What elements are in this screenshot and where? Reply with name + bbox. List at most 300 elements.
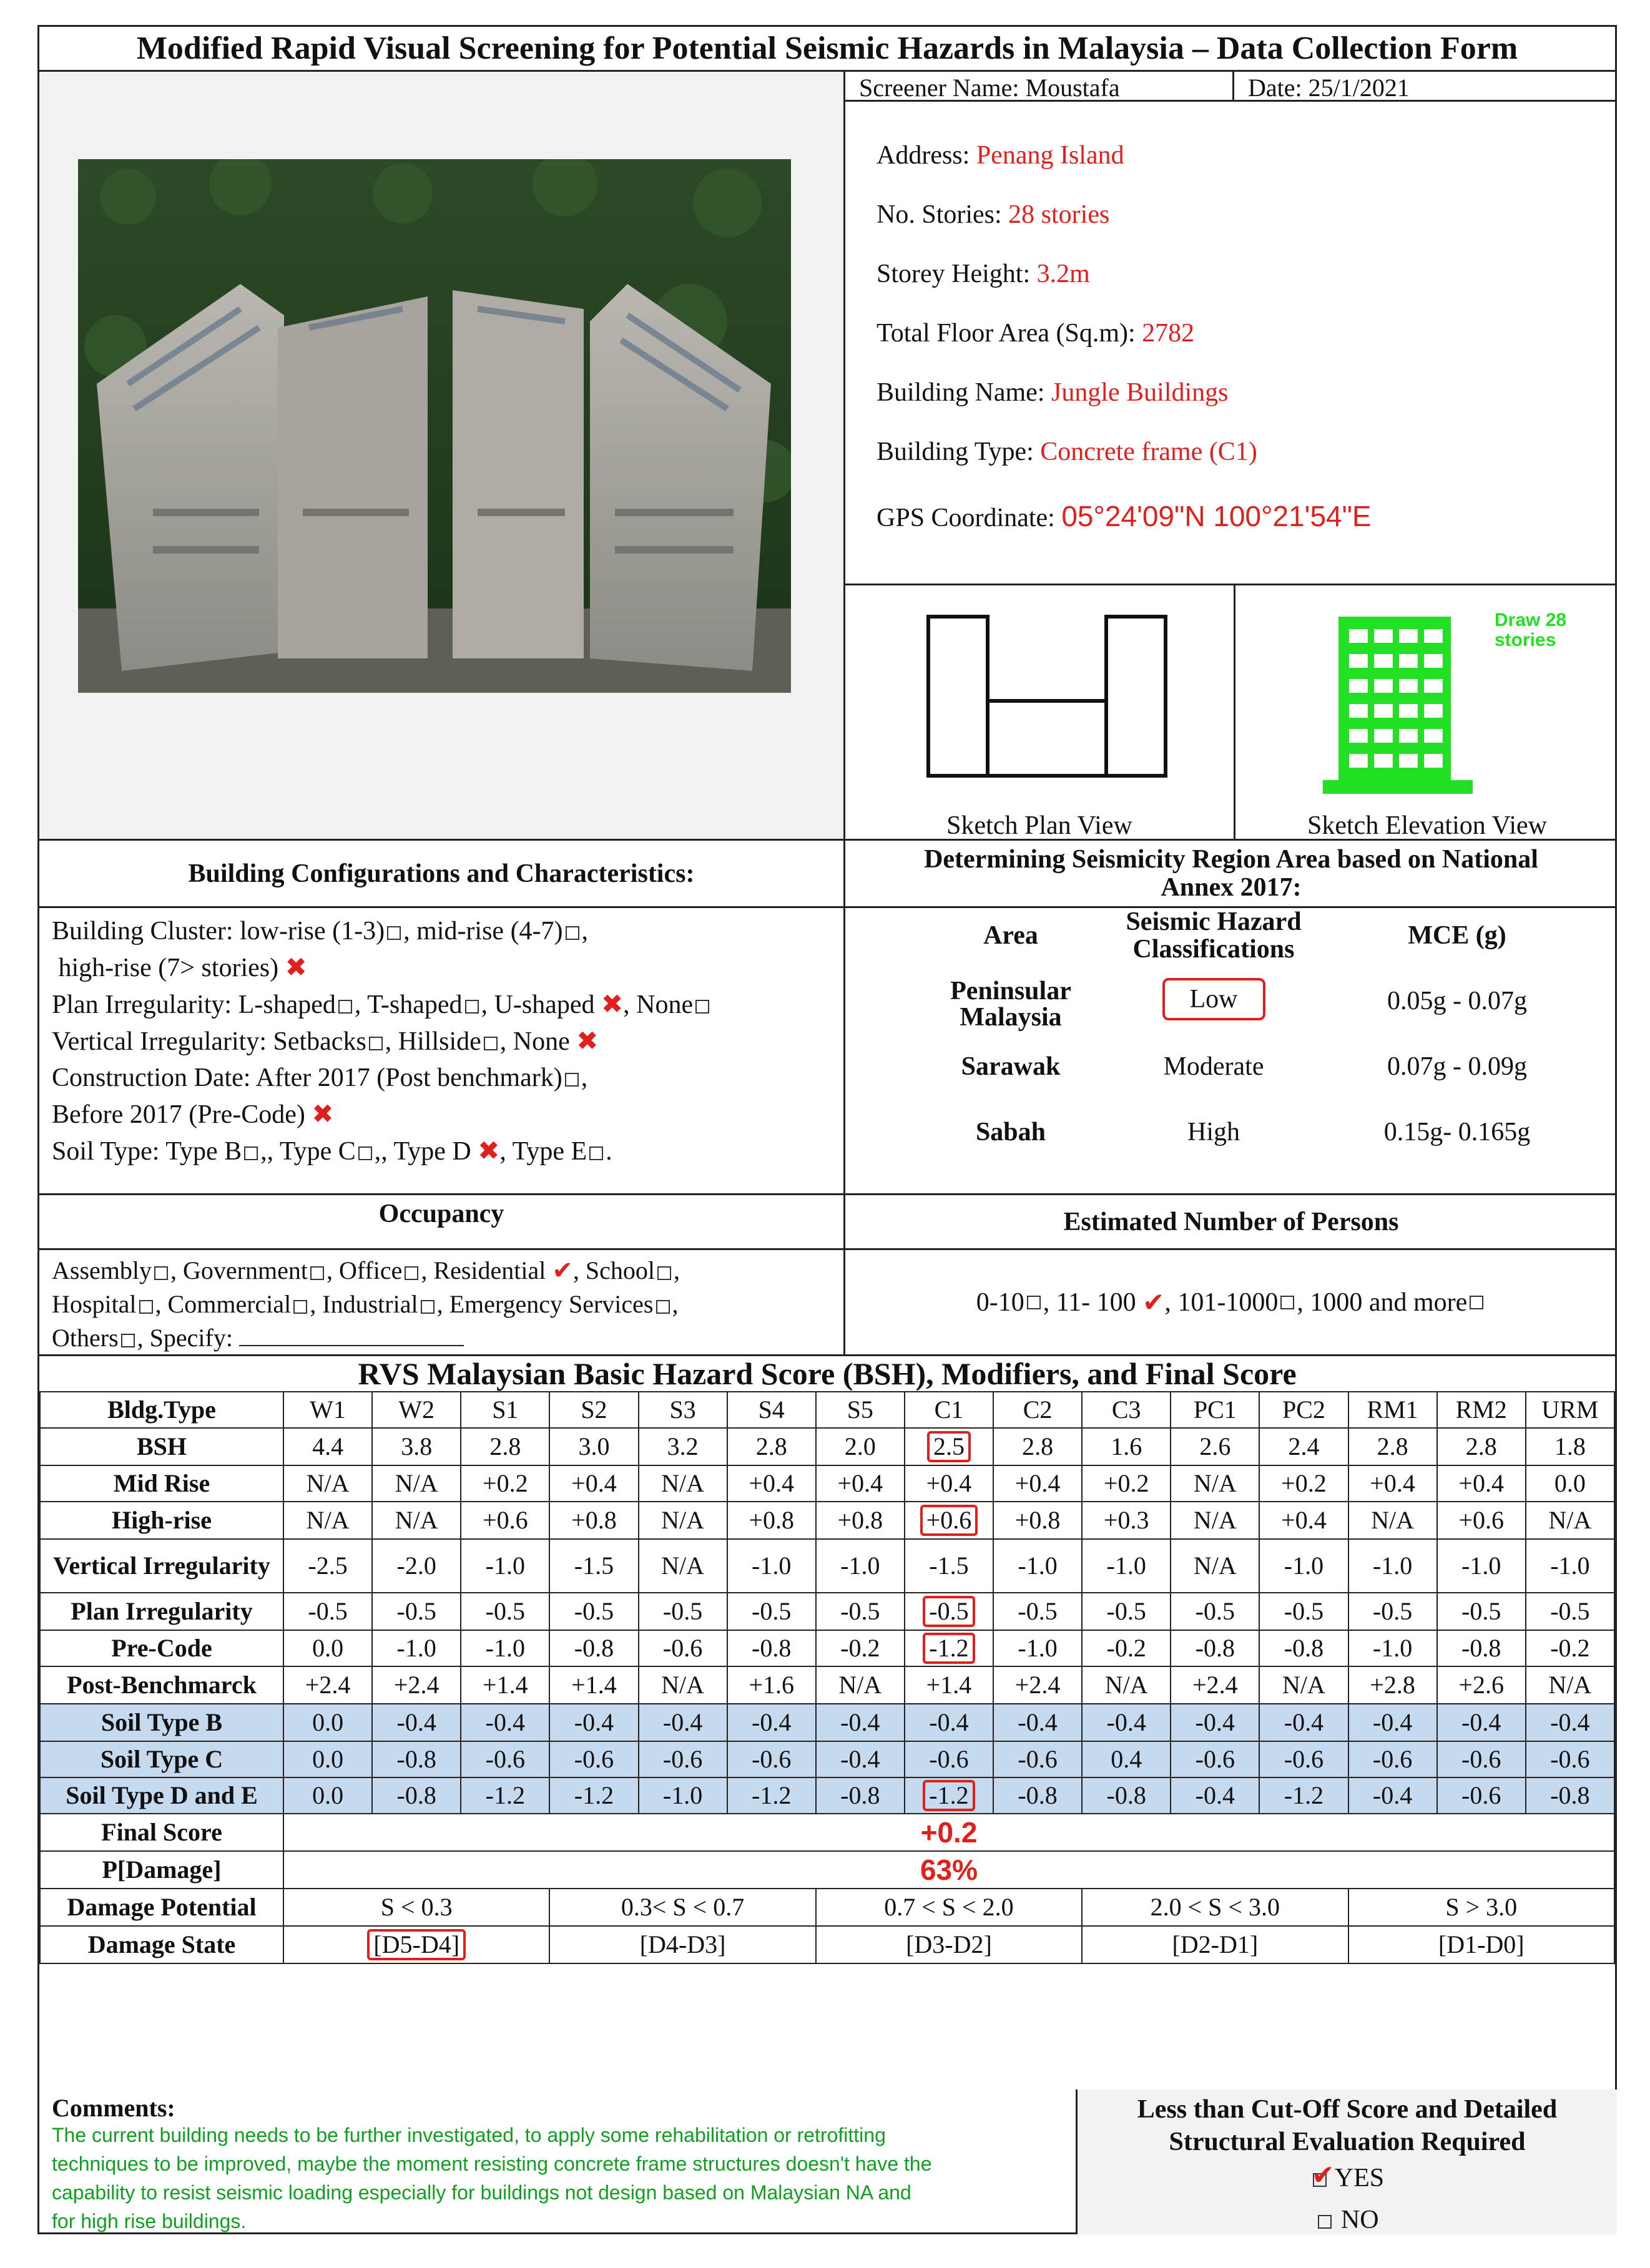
date-value: 25/1/2021: [1308, 74, 1410, 102]
address-label: Address:: [877, 141, 970, 170]
rvs-cell: -0.6: [639, 1630, 727, 1666]
rvs-cell: +2.8: [1348, 1666, 1437, 1704]
p-damage-label: P[Damage]: [40, 1851, 283, 1889]
plan-t-option: , T-shaped: [354, 990, 463, 1019]
damage-potential-label: Damage Potential: [40, 1889, 283, 1926]
rvs-cell-selected: [905, 1777, 993, 1814]
soil-c-checkbox[interactable]: [358, 1146, 372, 1160]
soil-e-option: Type E: [512, 1137, 587, 1166]
rvs-cell: +1.6: [727, 1666, 816, 1704]
damage-potential-range: 2.0 < S < 3.0: [1082, 1889, 1348, 1926]
rvs-row-label: High-rise: [40, 1502, 283, 1539]
vertical-label: Vertical Irregularity:: [52, 1027, 267, 1056]
rvs-header-type: S4: [727, 1392, 816, 1428]
plan-none-option: , None: [623, 990, 694, 1019]
seismicity-col-class: Seismic Hazard Classifications: [1126, 907, 1302, 964]
rvs-cell: -0.4: [1082, 1704, 1171, 1741]
rvs-cell: N/A: [372, 1502, 461, 1539]
rvs-cell: N/A: [639, 1502, 727, 1539]
rvs-cell: -1.0: [1526, 1539, 1614, 1593]
occ-assembly-checkbox[interactable]: [154, 1266, 168, 1280]
rvs-cell: -0.5: [549, 1593, 638, 1630]
occ-specify-input[interactable]: [239, 1326, 464, 1346]
persons-options: 0-10 , 11- 100 ✔ , 101-1000 , 1000 and more: [843, 1250, 1617, 1354]
rvs-cell: +0.4: [1437, 1465, 1526, 1502]
rvs-cell: -1.0: [461, 1630, 549, 1666]
rvs-cell-selected: [905, 1630, 993, 1666]
rvs-cell: N/A: [1171, 1465, 1259, 1502]
occupancy-heading: Occupancy: [378, 1200, 504, 1228]
occ-residential-check-icon[interactable]: ✔: [552, 1256, 573, 1285]
occ-others-checkbox[interactable]: [121, 1334, 135, 1347]
table-row: [40, 1630, 1614, 1666]
final-score-label: Final Score: [40, 1814, 283, 1851]
cluster-high-x-mark-icon[interactable]: ✖: [285, 952, 307, 982]
cutoff-yes-checkbox[interactable]: [1311, 2159, 1335, 2192]
rvs-cell: -1.0: [639, 1777, 727, 1814]
seismicity-col-area: Area: [983, 921, 1038, 950]
config-content-row: [39, 908, 1615, 1195]
damage-state-range: [D1-D0]: [1348, 1926, 1615, 1963]
rvs-cell: N/A: [1259, 1666, 1348, 1704]
cutoff-no-label: NO: [1340, 2206, 1379, 2234]
rvs-cell: -1.2: [461, 1777, 549, 1814]
seismicity-table: [843, 908, 1617, 1193]
sketch-area: [845, 584, 1617, 841]
rvs-cell: -0.4: [639, 1704, 727, 1741]
address-value: Penang Island: [976, 141, 1124, 170]
rvs-cell: -0.8: [1526, 1777, 1614, 1814]
rvs-row-label: Post-Benchmarck: [40, 1666, 283, 1704]
rvs-row-label: Plan Irregularity: [40, 1593, 283, 1630]
vertical-hillside-checkbox[interactable]: [484, 1037, 498, 1050]
seismicity-mce-1: 0.05g - 0.07g: [1387, 987, 1527, 1015]
rvs-cell: -0.6: [1259, 1741, 1348, 1777]
occ-office-checkbox[interactable]: [405, 1266, 418, 1280]
occ-emergency: , Emergency Services: [436, 1290, 654, 1318]
table-row: [40, 1666, 1614, 1704]
cluster-label: Building Cluster:: [52, 917, 233, 946]
rvs-cell: +2.4: [993, 1666, 1082, 1704]
plan-t-checkbox[interactable]: [465, 1000, 479, 1014]
gps-value: 05°24'09"N 100°21'54"E: [1061, 500, 1372, 532]
building-type-value: Concrete frame (C1): [1040, 437, 1257, 466]
construction-after-option: After 2017 (Post benchmark): [255, 1063, 562, 1092]
selected-score-highlight: 2.5: [927, 1431, 971, 1462]
rvs-cell: +2.4: [283, 1666, 372, 1704]
rvs-header-type: URM: [1526, 1392, 1614, 1428]
occ-school-checkbox[interactable]: [657, 1266, 671, 1280]
rvs-cell: -1.0: [993, 1539, 1082, 1593]
storey-height-value: 3.2m: [1036, 260, 1090, 288]
rvs-cell: -0.5: [1348, 1593, 1437, 1630]
rvs-cell: -0.4: [1171, 1704, 1259, 1741]
rvs-cell: -1.2: [1259, 1777, 1348, 1814]
occ-assembly: Assembly: [52, 1256, 152, 1284]
rvs-cell: +1.4: [549, 1666, 638, 1704]
construction-line-2: [52, 1096, 843, 1133]
building-photo: [78, 159, 791, 693]
rvs-header-type: S1: [461, 1392, 549, 1428]
rvs-cell: +0.4: [1259, 1502, 1348, 1539]
occ-government: , Government: [170, 1256, 308, 1284]
rvs-cell: 0.0: [283, 1630, 372, 1666]
rvs-cell: -0.6: [905, 1741, 993, 1777]
rvs-row-label: Soil Type B: [40, 1704, 283, 1741]
selected-score-highlight: -0.5: [923, 1596, 975, 1627]
rvs-header-type: C1: [905, 1392, 993, 1428]
rvs-cell: -0.8: [1437, 1630, 1526, 1666]
elevation-view-sketch: [1323, 610, 1485, 798]
rvs-cell: 2.4: [1259, 1428, 1348, 1465]
rvs-header-type: RM1: [1348, 1392, 1437, 1428]
seismicity-mce-2: 0.07g - 0.09g: [1387, 1052, 1527, 1081]
rvs-cell: -0.4: [1171, 1777, 1259, 1814]
soil-e-checkbox[interactable]: [589, 1146, 603, 1160]
rvs-cell: -1.0: [372, 1630, 461, 1666]
occupancy-checklist: [39, 1250, 843, 1354]
rvs-cell: -0.8: [372, 1777, 461, 1814]
cluster-low-checkbox[interactable]: [387, 926, 401, 940]
cluster-mid-checkbox[interactable]: [566, 926, 579, 940]
rvs-cell: N/A: [639, 1539, 727, 1593]
rvs-cell: 2.6: [1171, 1428, 1259, 1465]
soil-b-checkbox[interactable]: [244, 1146, 258, 1160]
rvs-cell-selected: [905, 1593, 993, 1630]
data-collection-form: [37, 25, 1617, 2234]
rvs-cell: -0.5: [372, 1593, 461, 1630]
screener-value: Moustafa: [1025, 74, 1120, 102]
rvs-cell: N/A: [283, 1465, 372, 1502]
stories-label: No. Stories:: [877, 200, 1002, 229]
cluster-high-option: high-rise (7> stories): [58, 954, 279, 982]
rvs-header-type: S2: [549, 1392, 638, 1428]
rvs-cell: -1.0: [461, 1539, 549, 1593]
damage-state-range: [D2-D1]: [1082, 1926, 1348, 1963]
building-type-label: Building Type:: [877, 437, 1034, 466]
comments-text: The current building needs to be further investigated, to apply some rehabilitation or retrofitting techniques to be improved, maybe the moment resisting concrete frame structures doesn't have the capability to resist seismic loading especially for buildings not design based on Malaysian NA and for high rise buildings.: [52, 2124, 932, 2232]
rvs-cell: -1.0: [1348, 1539, 1437, 1593]
occupancy-line-1: Assembly , Government , Office , Residential ✔, School ,: [52, 1256, 680, 1285]
seismicity-heading: Determining Seismicity Region Area based on National Annex 2017:: [843, 841, 1617, 906]
cluster-low-option: low-rise (1-3): [240, 917, 385, 946]
rvs-cell: +1.4: [905, 1666, 993, 1704]
rvs-cell: -0.6: [1526, 1741, 1614, 1777]
rvs-cell: -0.5: [639, 1593, 727, 1630]
occupancy-line-2: Hospital , Commercial , Industrial , Emergency Services ,: [52, 1290, 679, 1318]
rvs-cell: -1.2: [549, 1777, 638, 1814]
rvs-cell: -0.8: [1171, 1630, 1259, 1666]
top-section: [39, 72, 1615, 841]
persons-opt1-checkbox[interactable]: [1027, 1296, 1041, 1309]
rvs-cell: -0.5: [1526, 1593, 1614, 1630]
rvs-cell: +0.8: [993, 1502, 1082, 1539]
occupancy-content-row: [39, 1250, 1615, 1356]
damage-potential-range: S < 0.3: [283, 1889, 549, 1926]
rvs-cell: +0.4: [549, 1465, 638, 1502]
rvs-cell: -1.2: [727, 1777, 816, 1814]
rvs-cell: N/A: [1082, 1666, 1171, 1704]
rvs-cell: -0.5: [727, 1593, 816, 1630]
rvs-cell: 3.8: [372, 1428, 461, 1465]
seismicity-col-mce: MCE (g): [1408, 921, 1506, 950]
rvs-cell: N/A: [1171, 1502, 1259, 1539]
date-label: Date:: [1248, 74, 1302, 102]
rvs-header-type: S3: [639, 1392, 727, 1428]
rvs-row-label: BSH: [40, 1428, 283, 1465]
selected-score-highlight: +0.6: [920, 1505, 978, 1536]
photo-panel: [39, 72, 843, 839]
rvs-cell: -0.4: [1348, 1777, 1437, 1814]
rvs-cell: -0.4: [727, 1704, 816, 1741]
rvs-cell: -0.6: [1171, 1741, 1259, 1777]
rvs-cell: -0.2: [1082, 1630, 1171, 1666]
persons-opt2-check-icon[interactable]: ✔: [1142, 1287, 1165, 1317]
rvs-header-type: C2: [993, 1392, 1082, 1428]
table-row: [40, 1704, 1614, 1741]
rvs-cell: -0.6: [549, 1741, 638, 1777]
table-row: [40, 1539, 1614, 1593]
soil-line: Soil Type: Type B ,, Type C ,, Type D ✖, Type E .: [52, 1135, 612, 1166]
floor-area-value: 2782: [1142, 319, 1195, 348]
plan-line: [52, 986, 843, 1023]
rvs-cell: -1.0: [1348, 1630, 1437, 1666]
occupancy-line-3: [52, 1321, 843, 1355]
rvs-cell: 0.0: [283, 1777, 372, 1814]
occ-school: , School: [572, 1256, 655, 1284]
rvs-cell: +1.4: [461, 1666, 549, 1704]
occ-others: Others: [52, 1324, 119, 1352]
seismicity-mce-3: 0.15g- 0.165g: [1383, 1118, 1531, 1146]
rvs-cell: -0.5: [461, 1593, 549, 1630]
table-row: [40, 1502, 1614, 1539]
vertical-line: [52, 1023, 843, 1060]
plan-u-x-mark-icon[interactable]: ✖: [601, 989, 624, 1019]
rvs-header-row: [40, 1392, 1614, 1428]
cutoff-heading: Less than Cut-Off Score and Detailed Structural Evaluation Required: [1137, 2095, 1558, 2156]
gps-line: [877, 499, 1372, 533]
construction-label: Construction Date:: [52, 1063, 251, 1092]
selected-score-highlight: -1.2: [923, 1633, 975, 1664]
cluster-mid-option: , mid-rise (4-7): [403, 917, 563, 946]
rvs-header-type: W2: [372, 1392, 461, 1428]
rvs-cell: 2.8: [1437, 1428, 1526, 1465]
cutoff-yes: [1078, 2159, 1617, 2193]
plan-l-checkbox[interactable]: [338, 1000, 352, 1014]
rvs-cell: 2.8: [993, 1428, 1082, 1465]
rvs-cell: +0.6: [1437, 1502, 1526, 1539]
rvs-cell: -0.5: [283, 1593, 372, 1630]
storey-height-line: [877, 259, 1090, 289]
vertical-setbacks-option: Setbacks: [273, 1027, 366, 1056]
storey-height-label: Storey Height:: [877, 260, 1031, 288]
rvs-cell: -0.4: [816, 1704, 905, 1741]
damage-state-range: [D4-D3]: [549, 1926, 815, 1963]
rvs-cell: N/A: [639, 1666, 727, 1704]
rvs-cell: 2.8: [727, 1428, 816, 1465]
construction-after-checkbox[interactable]: [565, 1073, 579, 1087]
rvs-cell: -0.6: [727, 1741, 816, 1777]
rvs-row-label: Soil Type C: [40, 1741, 283, 1777]
rvs-cell: -0.8: [727, 1630, 816, 1666]
persons-heading: Estimated Number of Persons: [843, 1195, 1617, 1248]
p-damage-value: 63%: [283, 1851, 1614, 1889]
rvs-cell: -0.2: [1526, 1630, 1614, 1666]
rvs-cell: -0.4: [905, 1704, 993, 1741]
seismicity-area-1: Peninsular Malaysia: [950, 977, 1071, 1032]
occ-office: , Office: [326, 1256, 403, 1284]
occupancy-heading-row: [39, 1195, 1615, 1250]
rvs-row-label: Vertical Irregularity: [40, 1539, 283, 1593]
rvs-cell: +0.8: [549, 1502, 638, 1539]
rvs-cell: +0.4: [727, 1465, 816, 1502]
screener-label: Screener Name:: [859, 74, 1019, 102]
floor-area-label: Total Floor Area (Sq.m):: [877, 319, 1136, 348]
construction-before-option: Before 2017 (Pre-Code): [52, 1100, 305, 1129]
rvs-cell: -0.8: [816, 1777, 905, 1814]
stories-value: 28 stories: [1008, 200, 1110, 229]
rvs-cell: -0.4: [461, 1704, 549, 1741]
damage-state-row: [40, 1926, 1614, 1963]
seismicity-class-3: High: [1187, 1118, 1240, 1146]
rvs-cell: +0.8: [727, 1502, 816, 1539]
elevation-view-label: Sketch Elevation View: [1307, 811, 1547, 840]
rvs-cell: +0.4: [993, 1465, 1082, 1502]
persons-opt3-checkbox[interactable]: [1280, 1296, 1294, 1309]
cluster-line: Building Cluster: low-rise (1-3) , mid-rise (4-7) ,: [52, 917, 589, 946]
vertical-none-option: , None: [499, 1027, 570, 1056]
info-panel: [843, 72, 1617, 839]
rvs-cell: -1.5: [905, 1539, 993, 1593]
rvs-cell: -1.0: [1259, 1539, 1348, 1593]
rvs-cell: -0.6: [639, 1741, 727, 1777]
rvs-cell: -0.6: [1348, 1741, 1437, 1777]
cluster-line-2: [52, 949, 843, 986]
form-title: Modified Rapid Visual Screening for Potential Seismic Hazards in Malaysia – Data Collection Form: [39, 27, 1615, 72]
occ-emergency-checkbox[interactable]: [656, 1300, 670, 1314]
rvs-cell: +0.4: [816, 1465, 905, 1502]
rvs-cell: +0.6: [461, 1502, 549, 1539]
building-name-label: Building Name:: [877, 378, 1045, 407]
building-name-line: [877, 378, 1229, 408]
rvs-cell: 4.4: [283, 1428, 372, 1465]
plan-none-checkbox[interactable]: [695, 1000, 709, 1014]
rvs-cell: +0.4: [1348, 1465, 1437, 1502]
rvs-cell: -1.0: [1082, 1539, 1171, 1593]
sketch-plan: [845, 585, 1234, 841]
soil-d-x-mark-icon[interactable]: ✖: [478, 1135, 500, 1166]
rvs-cell: +0.3: [1082, 1502, 1171, 1539]
damage-potential-range: 0.3< S < 0.7: [549, 1889, 815, 1926]
rvs-cell: 0.0: [1526, 1465, 1614, 1502]
rvs-cell: -0.6: [1437, 1741, 1526, 1777]
rvs-cell: -0.4: [1526, 1704, 1614, 1741]
rvs-heading: RVS Malaysian Basic Hazard Score (BSH), Modifiers, and Final Score: [358, 1356, 1297, 1391]
rvs-row-label: Mid Rise: [40, 1465, 283, 1502]
rvs-cell: N/A: [1526, 1666, 1614, 1704]
rvs-cell: -1.5: [549, 1539, 638, 1593]
soil-b-option: Type B: [165, 1137, 242, 1166]
rvs-cell: -0.5: [1171, 1593, 1259, 1630]
config-heading-row: [39, 841, 1615, 908]
table-row: [40, 1428, 1614, 1465]
gps-label: GPS Coordinate:: [877, 504, 1055, 532]
rvs-header-type: C3: [1082, 1392, 1171, 1428]
rvs-cell: N/A: [639, 1465, 727, 1502]
vertical-setbacks-checkbox[interactable]: [369, 1037, 383, 1050]
rvs-cell: -0.4: [1437, 1704, 1526, 1741]
occ-specify-label: , Specify:: [137, 1324, 233, 1352]
table-row: [40, 1777, 1614, 1814]
low-class-highlight: Low: [1162, 978, 1265, 1020]
screener-row: [845, 72, 1617, 102]
rvs-cell: +0.4: [905, 1465, 993, 1502]
rvs-cell: -0.2: [816, 1630, 905, 1666]
rvs-cell: -2.5: [283, 1539, 372, 1593]
occ-commercial-checkbox[interactable]: [293, 1300, 307, 1314]
final-score-value: +0.2: [283, 1814, 1614, 1851]
vertical-none-x-mark-icon[interactable]: ✖: [576, 1025, 599, 1056]
building-type-line: [877, 437, 1257, 467]
selected-damage-state-highlight: [D5-D4]: [367, 1929, 466, 1960]
occ-commercial: , Commercial: [155, 1290, 292, 1318]
screener-name: [859, 73, 1120, 102]
seismicity-area-2: Sarawak: [961, 1052, 1061, 1081]
rvs-header-type: PC1: [1171, 1392, 1259, 1428]
occ-hospital-checkbox[interactable]: [139, 1300, 153, 1314]
cutoff-no: [1078, 2205, 1617, 2235]
table-row: [40, 1465, 1614, 1502]
rvs-cell: 2.8: [1348, 1428, 1437, 1465]
occ-industrial-checkbox[interactable]: [421, 1300, 435, 1314]
rvs-cell-selected: [905, 1502, 993, 1539]
rvs-cell: -0.4: [993, 1704, 1082, 1741]
rvs-cell: 1.8: [1526, 1428, 1614, 1465]
rvs-cell: -0.8: [1259, 1630, 1348, 1666]
rvs-cell-selected: [905, 1428, 993, 1465]
rvs-cell: 1.6: [1082, 1428, 1171, 1465]
soil-d-option: , Type D: [381, 1137, 471, 1166]
seismicity-area-3: Sabah: [975, 1118, 1046, 1146]
persons-opt4: , 1000 and more: [1297, 1288, 1468, 1317]
persons-opt3: 101-1000: [1177, 1288, 1279, 1317]
rvs-cell: N/A: [283, 1502, 372, 1539]
rvs-cell: 3.0: [549, 1428, 638, 1465]
plan-view-label: Sketch Plan View: [946, 811, 1132, 840]
final-score-row: [40, 1814, 1614, 1851]
rvs-cell: N/A: [372, 1465, 461, 1502]
rvs-cell: -0.6: [993, 1741, 1082, 1777]
persons-opt4-checkbox[interactable]: [1470, 1296, 1483, 1309]
rvs-header-type: PC2: [1259, 1392, 1348, 1428]
construction-before-x-mark-icon[interactable]: ✖: [312, 1098, 334, 1129]
rvs-cell: -1.0: [727, 1539, 816, 1593]
rvs-cell: -0.5: [1437, 1593, 1526, 1630]
cutoff-no-checkbox[interactable]: [1318, 2215, 1332, 2229]
occ-government-checkbox[interactable]: [310, 1266, 324, 1280]
plan-u-option: , U-shaped: [481, 990, 595, 1019]
rvs-header-type: W1: [283, 1392, 372, 1428]
cutoff-panel: [1076, 2090, 1617, 2234]
damage-state-range: [283, 1926, 549, 1963]
rvs-cell: -0.4: [1348, 1704, 1437, 1741]
persons-opt2: , 11- 100: [1043, 1288, 1136, 1317]
rvs-score-table: [39, 1391, 1615, 1964]
draw-stories-note: Draw 28 stories: [1495, 610, 1567, 650]
rvs-cell: -0.6: [461, 1741, 549, 1777]
rvs-cell: -0.8: [372, 1741, 461, 1777]
rvs-cell: -0.4: [549, 1704, 638, 1741]
